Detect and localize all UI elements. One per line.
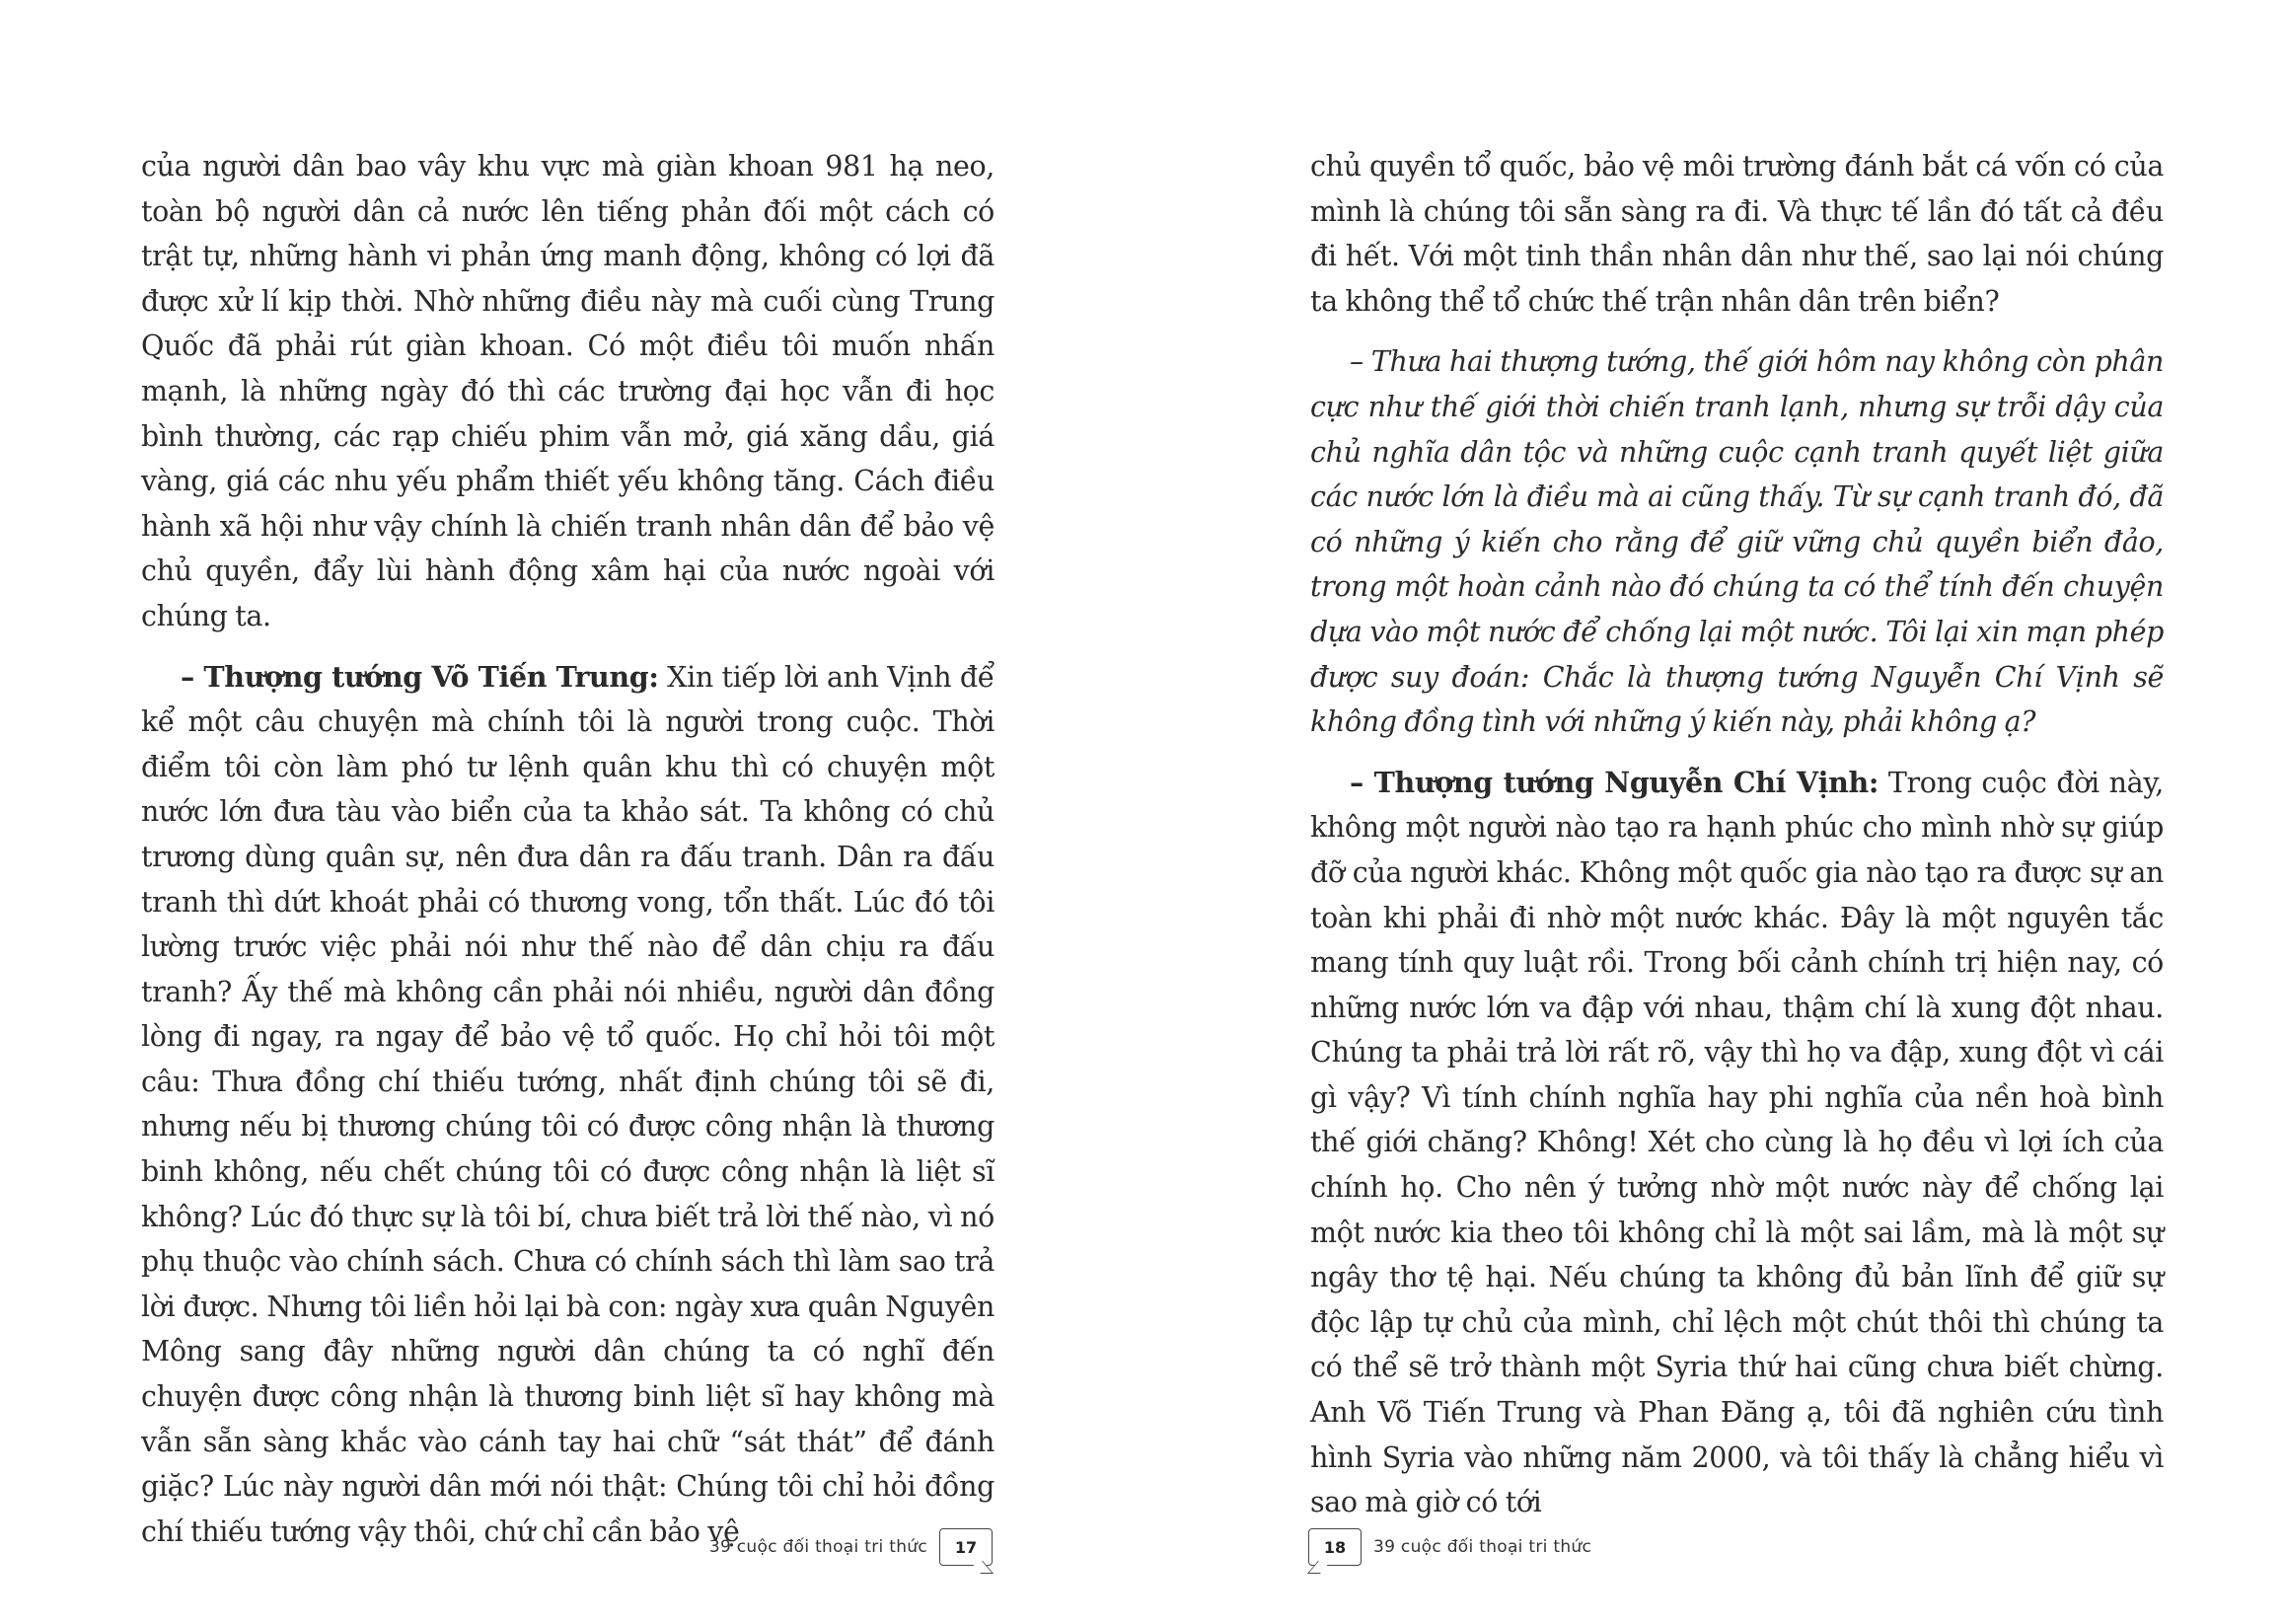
page-number: 17	[954, 1537, 978, 1557]
left-page-body	[141, 144, 995, 1570]
left-page-footer	[709, 1524, 993, 1570]
running-footer-title: 39 cuộc đối thoại tri thức	[708, 1537, 927, 1557]
page-number-badge	[939, 1528, 993, 1566]
left-paragraph-2	[141, 655, 995, 1555]
left-paragraph-1: của người dân bao vây khu vực mà giàn khoan 981 hạ neo, toàn bộ người dân cả nước lên tiếng phản đối một cách có trật tự, những hành vi phản ứng manh động, không có lợi đã được xử lí kịp thời. Nhờ những điều này mà cuối cùng Trung Quốc đã phải rút giàn khoan. Có một điều tôi muốn nhấn mạnh, là những ngày đó thì các trường đại học vẫn đi học bình thường, các rạp chiếu phim vẫn mở, giá xăng dầu, giá vàng, giá các nhu yếu phẩm thiết yếu không tăng. Cách điều hành xã hội như vậy chính là chiến tranh nhân dân để bảo vệ chủ quyền, đẩy lùi hành động xâm hại của nước ngoài với chúng ta.	[141, 150, 995, 632]
interviewer-question: – Thưa hai thượng tướng, thế giới hôm nay không còn phân cực như thế giới thời chiến tranh lạnh, nhưng sự trỗi dậy của chủ nghĩa dân tộc và những cuộc cạnh tranh quyết liệt giữa các nước lớn là điều mà ai cũng thấy. Từ sự cạnh tranh đó, đã có những ý kiến cho rằng để giữ vững chủ quyền biển đảo, trong một hoàn cảnh nào đó chúng ta có thể tính đến chuyện dựa vào một nước để chống lại một nước. Tôi lại xin mạn phép được suy đoán: Chắc là thượng tướng Nguyễn Chí Vịnh sẽ không đồng tình với những ý kiến này, phải không ạ?	[1310, 345, 2164, 739]
page-number-badge	[1308, 1528, 1362, 1566]
speaker-nguyen-chi-vinh: – Thượng tướng Nguyễn Chí Vịnh:	[1350, 765, 1879, 799]
right-page	[1142, 0, 2284, 1624]
right-page-footer	[1308, 1524, 1591, 1570]
right-paragraph-3	[1310, 761, 2164, 1525]
page-number: 18	[1323, 1537, 1347, 1557]
right-page-body	[1310, 144, 2164, 1541]
right-paragraph-3-text: Trong cuộc đời này, không một người nào tạo ra hạnh phúc cho mình nhờ sự giúp đỡ của người khác. Không một quốc gia nào tạo ra được sự an toàn khi phải đi nhờ một nước khác. Đây là một nguyên tắc mang tính quy luật rồi. Trong bối cảnh chính trị hiện nay, có những nước lớn va đập với nhau, thậm chí là xung đột nhau. Chúng ta phải trả lời rất rõ, vậy thì họ va đập, xung đột vì cái gì vậy? Vì tính chính nghĩa hay phi nghĩa của nền hoà bình thế giới chăng? Không! Xét cho cùng là họ đều vì lợi ích của chính họ. Cho nên ý tưởng nhờ một nước này để chống lại một nước kia theo tôi không chỉ là một sai lầm, mà là một sự ngây thơ tệ hại. Nếu chúng ta không đủ bản lĩnh để giữ sự độc lập tự chủ của mình, chỉ lệch một chút thôi thì chúng ta có thể sẽ trở thành một Syria thứ hai cũng chưa biết chừng. Anh Võ Tiến Trung và Phan Đăng ạ, tôi đã nghiên cứu tình hình Syria vào những năm 2000, và tôi thấy là chẳng hiểu vì sao mà giờ có tới	[1310, 766, 2164, 1519]
speaker-vo-tien-trung: – Thượng tướng Võ Tiến Trung:	[181, 659, 659, 694]
left-paragraph-2-text: Xin tiếp lời anh Vịnh để kể một câu chuyện mà chính tôi là người trong cuộc. Thời điểm tôi còn làm phó tư lệnh quân khu thì có chuyện một nước lớn đưa tàu vào biển của ta khảo sát. Ta không có chủ trương dùng quân sự, nên đưa dân ra đấu tranh. Dân ra đấu tranh thì dứt khoát phải có thương vong, tổn thất. Lúc đó tôi lường trước việc phải nói như thế nào để dân chịu ra đấu tranh? Ấy thế mà không cần phải nói nhiều, người dân đồng lòng đi ngay, ra ngay để bảo vệ tổ quốc. Họ chỉ hỏi tôi một câu: Thưa đồng chí thiếu tướng, nhất định chúng tôi sẽ đi, nhưng nếu bị thương chúng tôi có được công nhận là thương binh không, nếu chết chúng tôi có được công nhận là liệt sĩ không? Lúc đó thực sự là tôi bí, chưa biết trả lời thế nào, vì nó phụ thuộc vào chính sách. Chưa có chính sách thì làm sao trả lời được. Nhưng tôi liền hỏi lại bà con: ngày xưa quân Nguyên Mông sang đây những người dân chúng ta có nghĩ đến chuyện được công nhận là thương binh liệt sĩ hay không mà vẫn sẵn sàng khắc vào cánh tay hai chữ “sát thát” để đánh giặc? Lúc này người dân mới nói thật: Chúng tôi chỉ hỏi đồng chí thiếu tướng vậy thôi, chứ chỉ cần bảo vệ	[141, 660, 995, 1548]
right-paragraph-1: chủ quyền tổ quốc, bảo vệ môi trường đánh bắt cá vốn có của mình là chúng tôi sẵn sàng ra đi. Và thực tế lần đó tất cả đều đi hết. Với một tinh thần nhân dân như thế, sao lại nói chúng ta không thể tổ chức thế trận nhân dân trên biển?	[1310, 150, 2164, 318]
speech-bubble-tail-icon	[1307, 1561, 1331, 1574]
speech-bubble-tail-icon	[970, 1561, 994, 1574]
running-footer-title: 39 cuộc đối thoại tri thức	[1373, 1537, 1592, 1557]
